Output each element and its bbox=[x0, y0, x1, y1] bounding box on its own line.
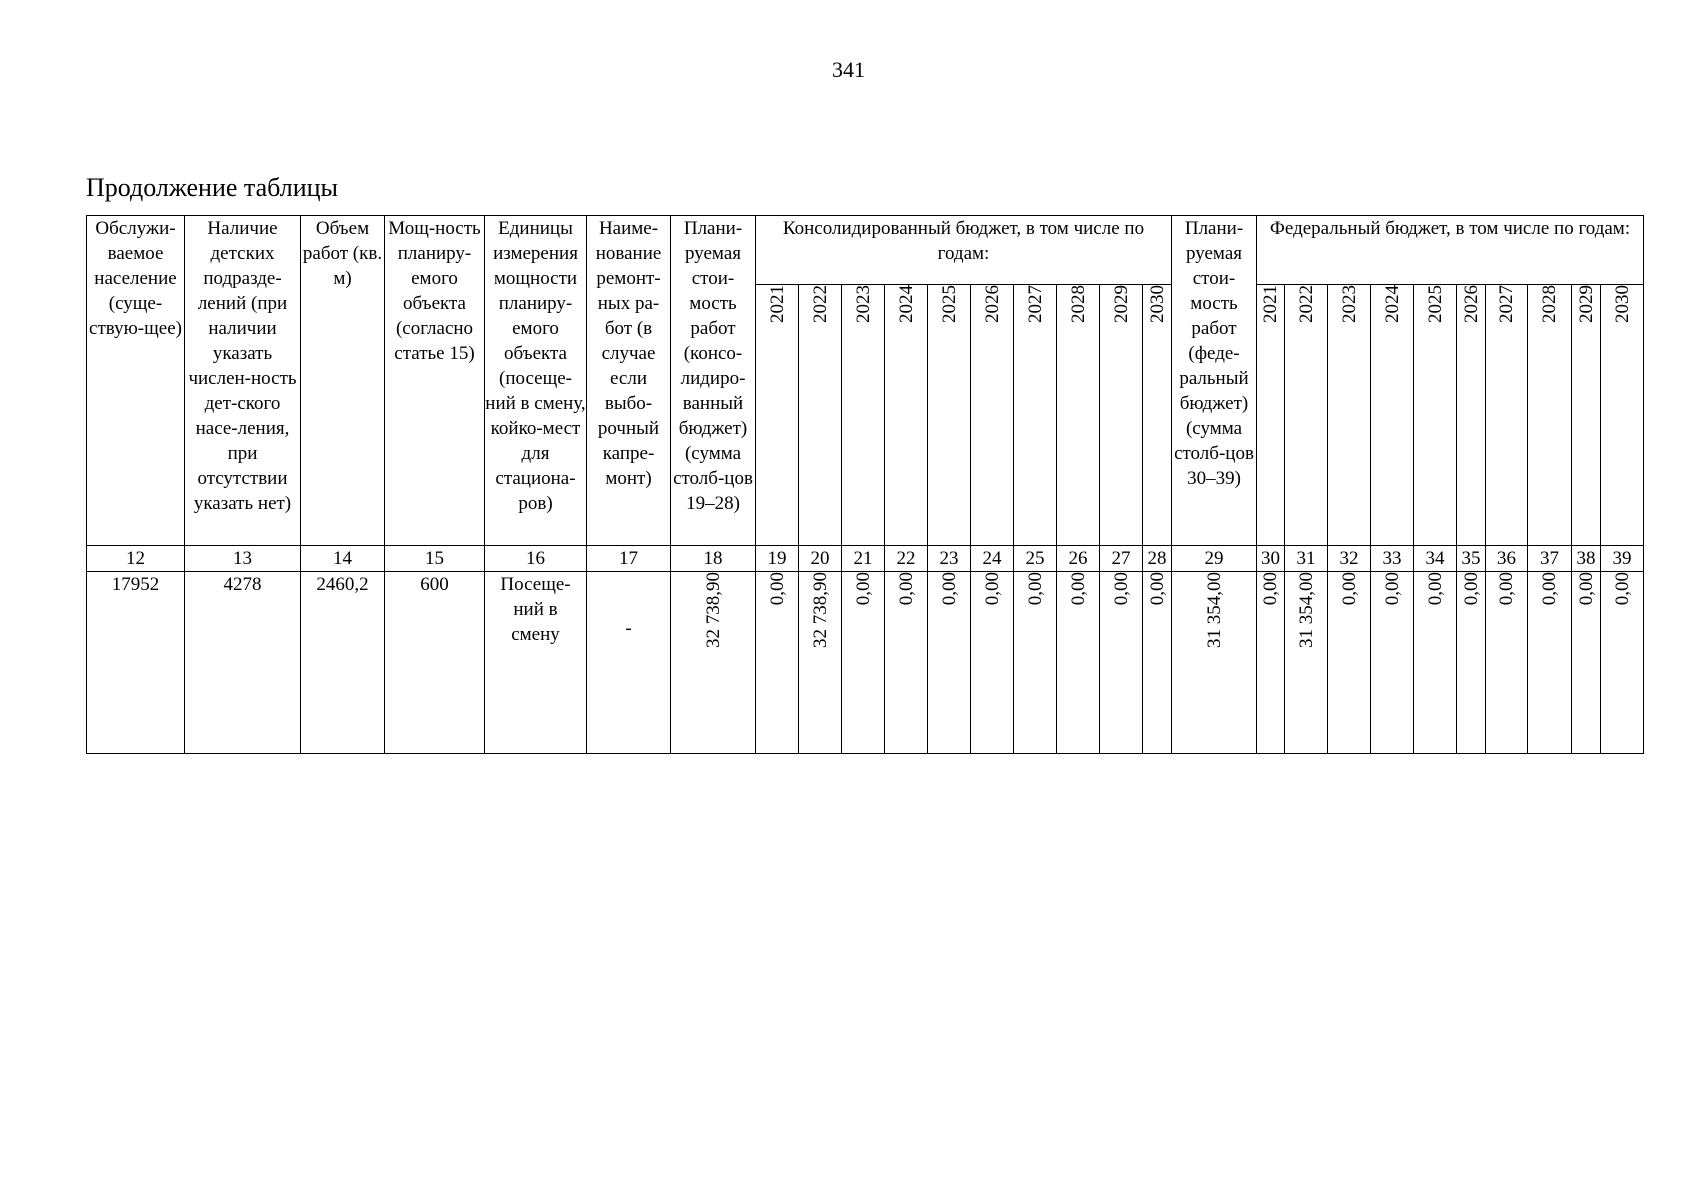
value-label: 0,00 bbox=[938, 572, 960, 606]
value-label: 0,00 bbox=[766, 572, 788, 606]
year-cell bbox=[1371, 285, 1414, 546]
header-cell-18: Плани-руемая стои-мость работ (консо-лидиро-ванный бюджет) (сумма столб-цов 19–28) bbox=[671, 216, 756, 546]
column-number: 12 bbox=[87, 546, 185, 572]
cell-federal-year bbox=[1414, 572, 1457, 754]
cell-federal-year bbox=[1328, 572, 1371, 754]
value-label: 0,00 bbox=[1575, 572, 1597, 606]
value-label: 31 354,00 bbox=[1295, 572, 1317, 648]
cell-capacity-units: Посеще-ний в смену bbox=[485, 572, 587, 754]
cell-consolidated-year bbox=[1057, 572, 1100, 754]
year-cell bbox=[1285, 285, 1328, 546]
header-cell-12: Обслужи-ваемое население (суще-ствую-щее) bbox=[87, 216, 185, 546]
year-cell bbox=[928, 285, 971, 546]
cell-work-volume: 2460,2 bbox=[301, 572, 385, 754]
year-cell bbox=[1414, 285, 1457, 546]
table-row bbox=[87, 572, 1644, 754]
cell-repair-works: - bbox=[587, 572, 671, 754]
column-number: 37 bbox=[1528, 546, 1572, 572]
cell-federal-year bbox=[1572, 572, 1601, 754]
header-row-1 bbox=[87, 216, 1644, 285]
column-number: 34 bbox=[1414, 546, 1457, 572]
value-label: 32 738,90 bbox=[809, 572, 831, 648]
year-label: 2030 bbox=[1611, 285, 1633, 323]
year-label: 2025 bbox=[938, 285, 960, 323]
year-label: 2022 bbox=[1295, 285, 1317, 323]
table-caption: Продолжение таблицы bbox=[86, 173, 338, 202]
year-label: 2021 bbox=[1260, 285, 1281, 323]
column-number: 22 bbox=[885, 546, 928, 572]
cell-federal-year bbox=[1457, 572, 1486, 754]
cell-federal-year bbox=[1371, 572, 1414, 754]
column-number: 24 bbox=[971, 546, 1014, 572]
header-cell-14: Объем работ (кв. м) bbox=[301, 216, 385, 546]
year-label: 2027 bbox=[1496, 285, 1517, 323]
column-number: 39 bbox=[1601, 546, 1644, 572]
cell-consolidated-year bbox=[799, 572, 842, 754]
column-number: 32 bbox=[1328, 546, 1371, 572]
column-number: 29 bbox=[1172, 546, 1257, 572]
page-number: 341 bbox=[832, 57, 865, 82]
year-label: 2024 bbox=[1381, 285, 1403, 323]
column-number: 35 bbox=[1457, 546, 1486, 572]
value-label: 0,00 bbox=[1424, 572, 1446, 606]
cell-children-units: 4278 bbox=[185, 572, 301, 754]
year-cell bbox=[1528, 285, 1572, 546]
value-label: 0,00 bbox=[1110, 572, 1132, 606]
value-label: 0,00 bbox=[1381, 572, 1403, 606]
column-number: 31 bbox=[1285, 546, 1328, 572]
column-number: 36 bbox=[1486, 546, 1528, 572]
value-label: 0,00 bbox=[1539, 572, 1560, 606]
year-cell bbox=[1057, 285, 1100, 546]
consolidated-budget-group-header: Консолидированный бюджет, в том числе по годам: bbox=[756, 216, 1172, 285]
column-number: 13 bbox=[185, 546, 301, 572]
year-label: 2026 bbox=[981, 285, 1003, 323]
year-label: 2022 bbox=[809, 285, 831, 323]
budget-table bbox=[86, 215, 1644, 754]
year-cell bbox=[1328, 285, 1371, 546]
year-cell bbox=[756, 285, 799, 546]
year-label: 2026 bbox=[1460, 285, 1482, 323]
column-number: 27 bbox=[1100, 546, 1143, 572]
value-label: 0,00 bbox=[1611, 572, 1633, 606]
cell-consolidated-year bbox=[885, 572, 928, 754]
value-label: 0,00 bbox=[895, 572, 917, 606]
cell-served-population: 17952 bbox=[87, 572, 185, 754]
column-number: 26 bbox=[1057, 546, 1100, 572]
cell-planned-cost-federal bbox=[1172, 572, 1257, 754]
column-number: 23 bbox=[928, 546, 971, 572]
column-number: 28 bbox=[1143, 546, 1172, 572]
column-number: 15 bbox=[385, 546, 485, 572]
year-label: 2030 bbox=[1146, 285, 1168, 323]
cell-consolidated-year bbox=[1143, 572, 1172, 754]
column-number: 19 bbox=[756, 546, 799, 572]
year-cell bbox=[1257, 285, 1285, 546]
year-label: 2027 bbox=[1024, 285, 1046, 323]
year-cell bbox=[799, 285, 842, 546]
cell-federal-year bbox=[1528, 572, 1572, 754]
year-cell bbox=[1100, 285, 1143, 546]
value-label: 31 354,00 bbox=[1203, 572, 1225, 648]
year-cell bbox=[1486, 285, 1528, 546]
column-number: 25 bbox=[1014, 546, 1057, 572]
value-label: 0,00 bbox=[1460, 572, 1482, 606]
year-cell bbox=[1014, 285, 1057, 546]
column-number: 33 bbox=[1371, 546, 1414, 572]
header-cell-29: Плани-руемая стои-мость работ (феде-ральный бюджет) (сумма столб-цов 30–39) bbox=[1172, 216, 1257, 546]
cell-consolidated-year bbox=[1014, 572, 1057, 754]
cell-federal-year bbox=[1257, 572, 1285, 754]
header-cell-13: Наличие детских подразде-лений (при наличии указать числен-ность дет-ского насе-ления, при отсутствии указать нет) bbox=[185, 216, 301, 546]
header-cell-15: Мощ-ность планиру-емого объекта (согласно статье 15) bbox=[385, 216, 485, 546]
year-label: 2023 bbox=[852, 285, 874, 323]
column-number: 17 bbox=[587, 546, 671, 572]
year-label: 2021 bbox=[766, 285, 788, 323]
year-cell bbox=[885, 285, 928, 546]
column-number: 18 bbox=[671, 546, 756, 572]
value-label: 0,00 bbox=[1338, 572, 1360, 606]
cell-consolidated-year bbox=[928, 572, 971, 754]
column-number: 30 bbox=[1257, 546, 1285, 572]
cell-federal-year bbox=[1601, 572, 1644, 754]
year-cell bbox=[1601, 285, 1644, 546]
year-cell bbox=[971, 285, 1014, 546]
year-cell bbox=[842, 285, 885, 546]
cell-consolidated-year bbox=[756, 572, 799, 754]
column-number: 38 bbox=[1572, 546, 1601, 572]
cell-capacity: 600 bbox=[385, 572, 485, 754]
year-label: 2028 bbox=[1539, 285, 1560, 323]
value-label: 32 738,90 bbox=[702, 572, 724, 648]
column-number: 14 bbox=[301, 546, 385, 572]
cell-federal-year bbox=[1486, 572, 1528, 754]
cell-planned-cost-consolidated bbox=[671, 572, 756, 754]
year-cell bbox=[1572, 285, 1601, 546]
value-label: 0,00 bbox=[852, 572, 874, 606]
year-label: 2025 bbox=[1424, 285, 1446, 323]
header-cell-16: Единицы измерения мощности планиру-емого объекта (посеще-ний в смену, койко-мест для стациона-ров) bbox=[485, 216, 587, 546]
header-cell-17: Наиме-нование ремонт-ных ра-бот (в случае если выбо-рочный капре-монт) bbox=[587, 216, 671, 546]
year-label: 2029 bbox=[1110, 285, 1132, 323]
column-number: 16 bbox=[485, 546, 587, 572]
year-label: 2028 bbox=[1067, 285, 1089, 323]
value-label: 0,00 bbox=[1260, 572, 1281, 606]
value-label: 0,00 bbox=[1146, 572, 1168, 606]
column-number-row bbox=[87, 546, 1644, 572]
federal-budget-group-header: Федеральный бюджет, в том числе по годам: bbox=[1257, 216, 1644, 285]
value-label: 0,00 bbox=[1496, 572, 1517, 606]
year-cell bbox=[1143, 285, 1172, 546]
value-label: 0,00 bbox=[1024, 572, 1046, 606]
cell-federal-year bbox=[1285, 572, 1328, 754]
cell-consolidated-year bbox=[1100, 572, 1143, 754]
year-cell bbox=[1457, 285, 1486, 546]
value-label: 0,00 bbox=[1067, 572, 1089, 606]
year-label: 2029 bbox=[1575, 285, 1597, 323]
column-number: 21 bbox=[842, 546, 885, 572]
cell-consolidated-year bbox=[842, 572, 885, 754]
value-label: 0,00 bbox=[981, 572, 1003, 606]
year-label: 2023 bbox=[1338, 285, 1360, 323]
year-label: 2024 bbox=[895, 285, 917, 323]
cell-consolidated-year bbox=[971, 572, 1014, 754]
column-number: 20 bbox=[799, 546, 842, 572]
